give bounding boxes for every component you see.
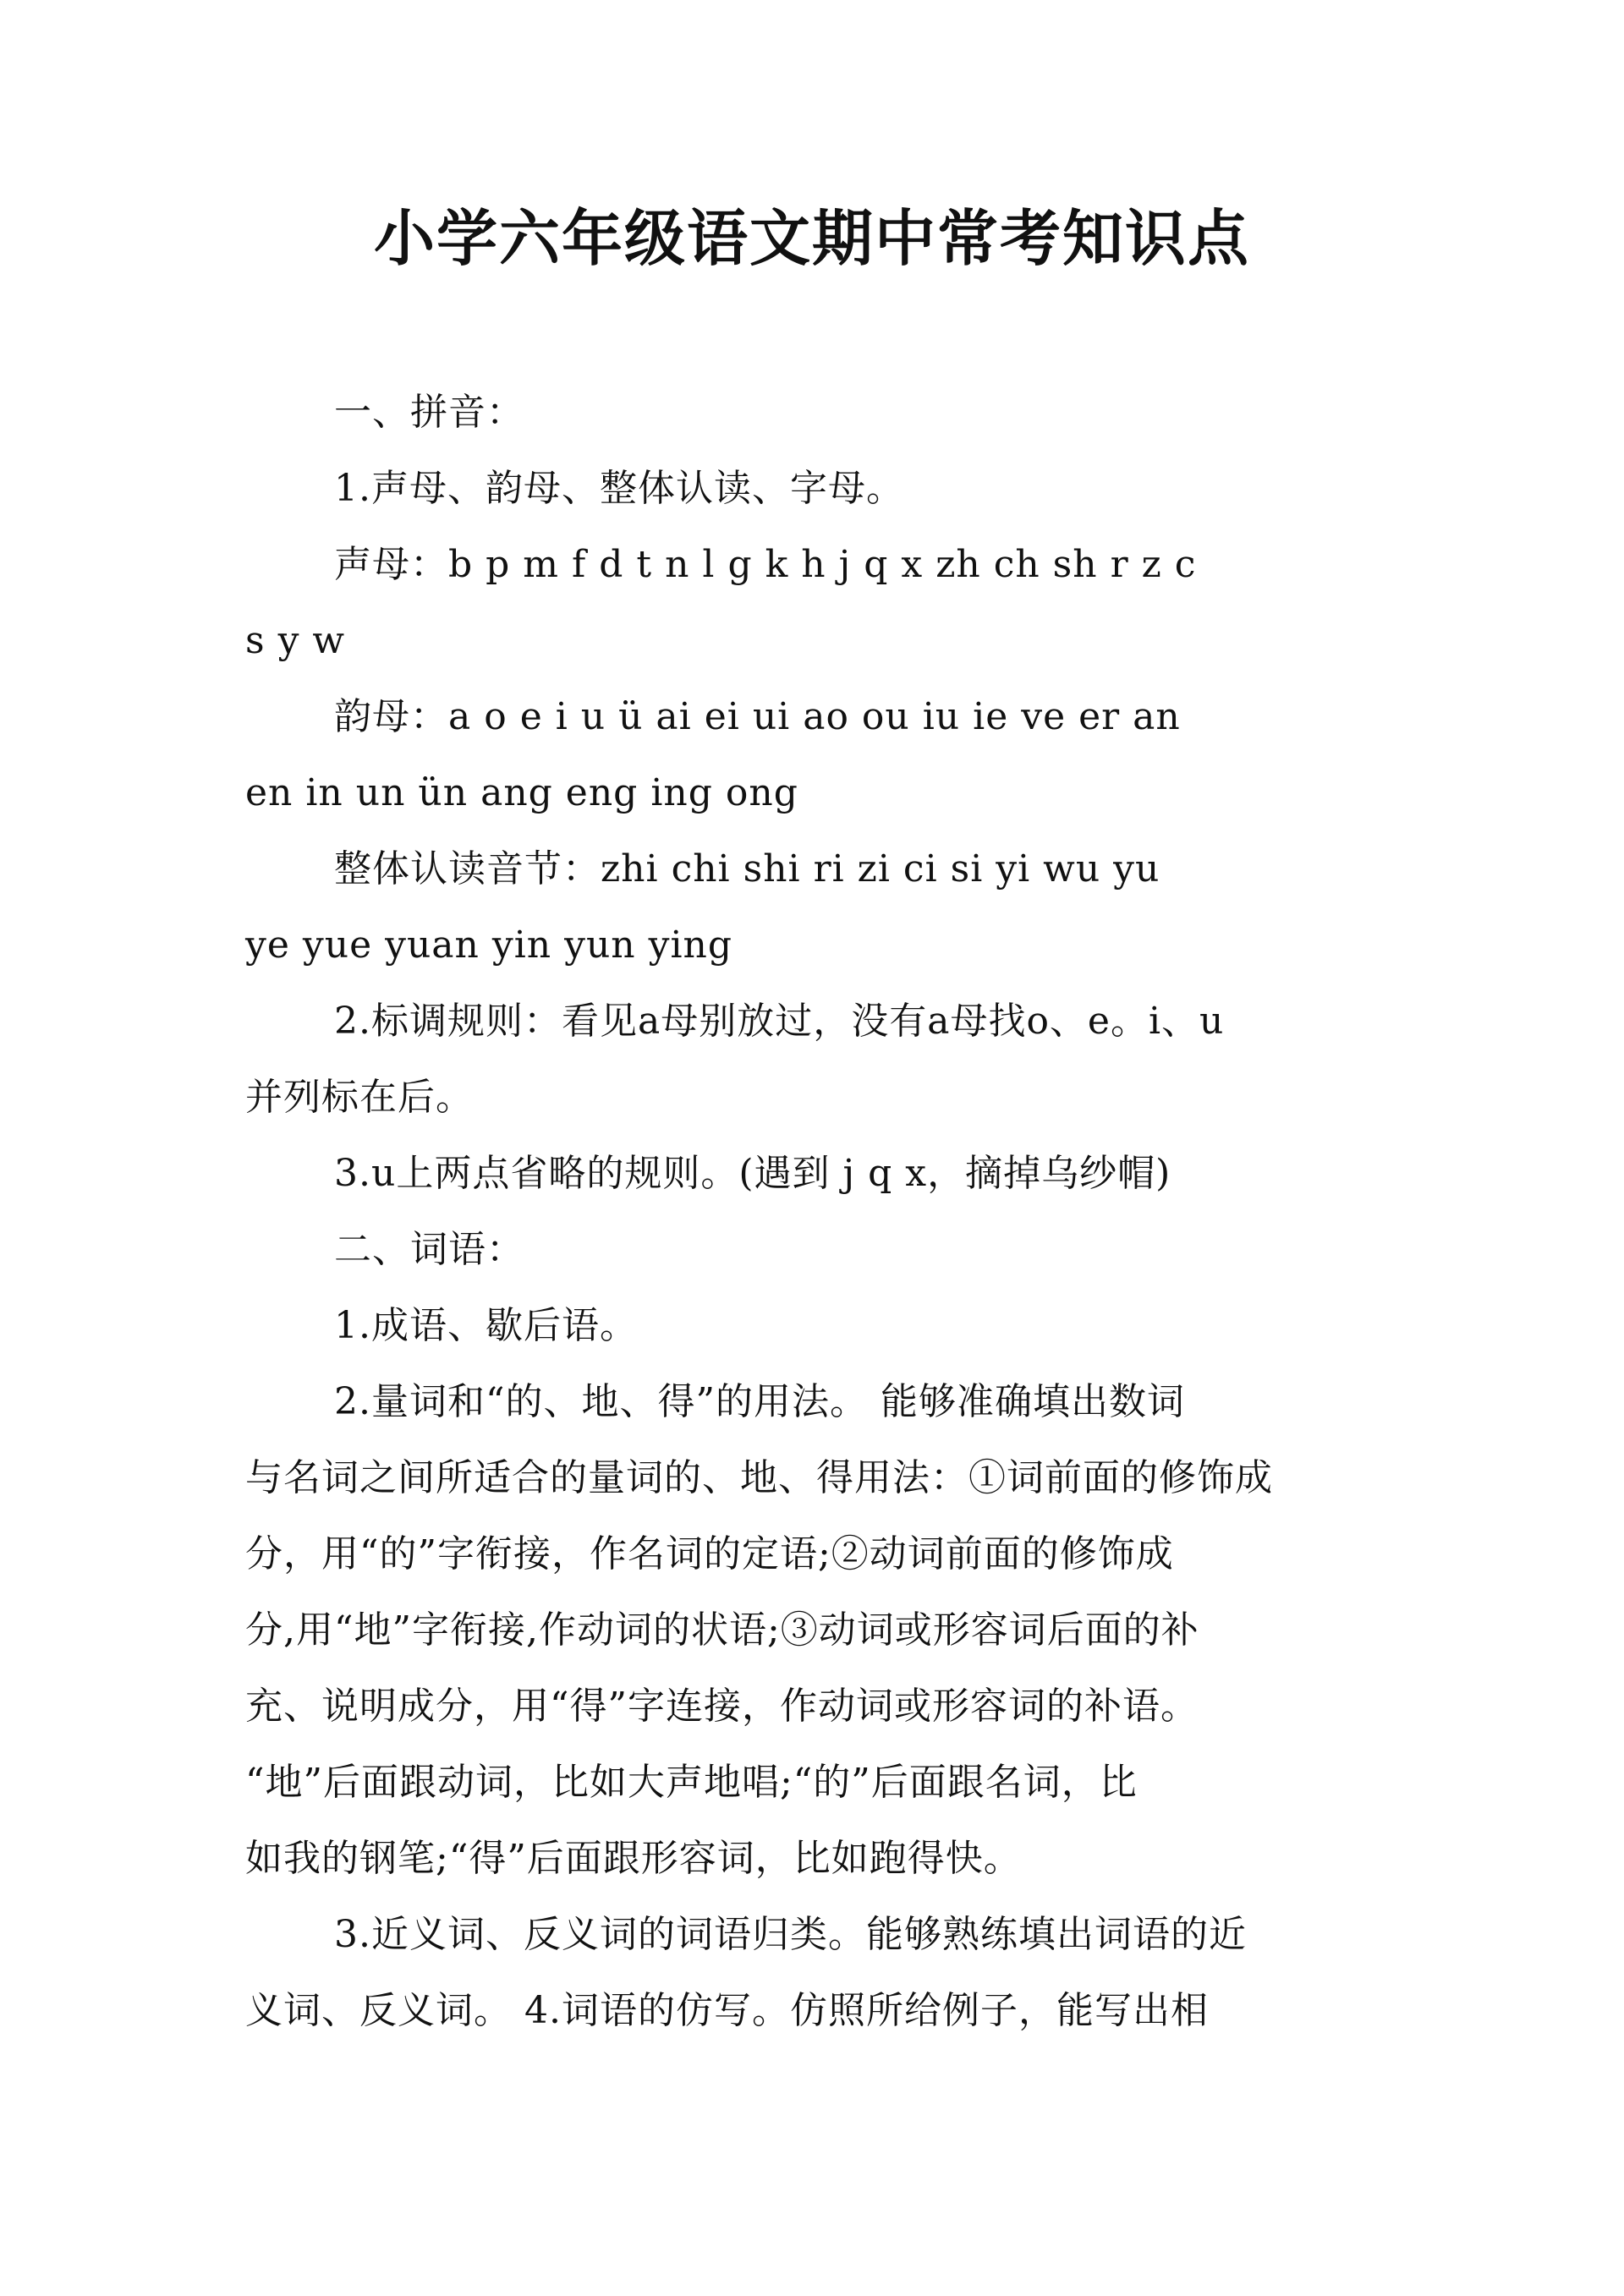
paragraph-line: “地”后面跟动词，比如大声地唱;“的”后面跟名词，比: [245, 1761, 1138, 1804]
paragraph-line: 充、说明成分，用“得”字连接，作动词或形容词的补语。: [245, 1685, 1199, 1728]
paragraph-line: 义词、反义词。 4.词语的仿写。仿照所给例子，能写出相: [245, 1989, 1209, 2032]
paragraph-line: 2.标调规则：看见a母别放过，没有a母找o、e。i、u: [334, 1000, 1225, 1043]
paragraph-line: 如我的钢笔;“得”后面跟形容词，比如跑得快。: [245, 1837, 1022, 1880]
paragraph-line: 3.u上两点省略的规则。(遇到 j q x，摘掉乌纱帽): [334, 1152, 1171, 1195]
paragraph-line: 整体认读音节：zhi chi shi ri zi ci si yi wu yu: [334, 847, 1160, 890]
paragraph-line: 声母：b p m f d t n l g k h j q x zh ch sh r z c: [334, 543, 1197, 586]
paragraph-line: s y w: [245, 619, 346, 662]
paragraph-line: 2.量词和“的、地、得”的用法。 能够准确填出数词: [334, 1380, 1185, 1423]
paragraph-line: 分，用“的”字衔接，作名词的定语;②动词前面的修饰成: [245, 1532, 1174, 1575]
paragraph-line: 与名词之间所适合的量词的、地、得用法：①词前面的修饰成: [245, 1456, 1273, 1499]
paragraph-line: 并列标在后。: [245, 1076, 474, 1119]
paragraph-line: 1.声母、韵母、整体认读、字母。: [334, 467, 904, 510]
paragraph-line: ye yue yuan yin yun ying: [245, 923, 733, 967]
section-heading-words: 二、词语：: [334, 1228, 524, 1271]
section-heading-pinyin: 一、拼音：: [334, 391, 524, 434]
paragraph-line: 分,用“地”字衔接,作动词的状语;③动词或形容词后面的补: [245, 1608, 1199, 1652]
paragraph-line: en in un ün ang eng ing ong: [245, 771, 798, 814]
paragraph-line: 韵母：a o e i u ü ai ei ui ao ou iu ie ve er an: [334, 695, 1181, 738]
paragraph-line: 3.近义词、反义词的词语归类。能够熟练填出词语的近: [334, 1913, 1247, 1956]
document-title: 小学六年级语文期中常考知识点: [373, 203, 1250, 274]
paragraph-line: 1.成语、歇后语。: [334, 1304, 638, 1347]
